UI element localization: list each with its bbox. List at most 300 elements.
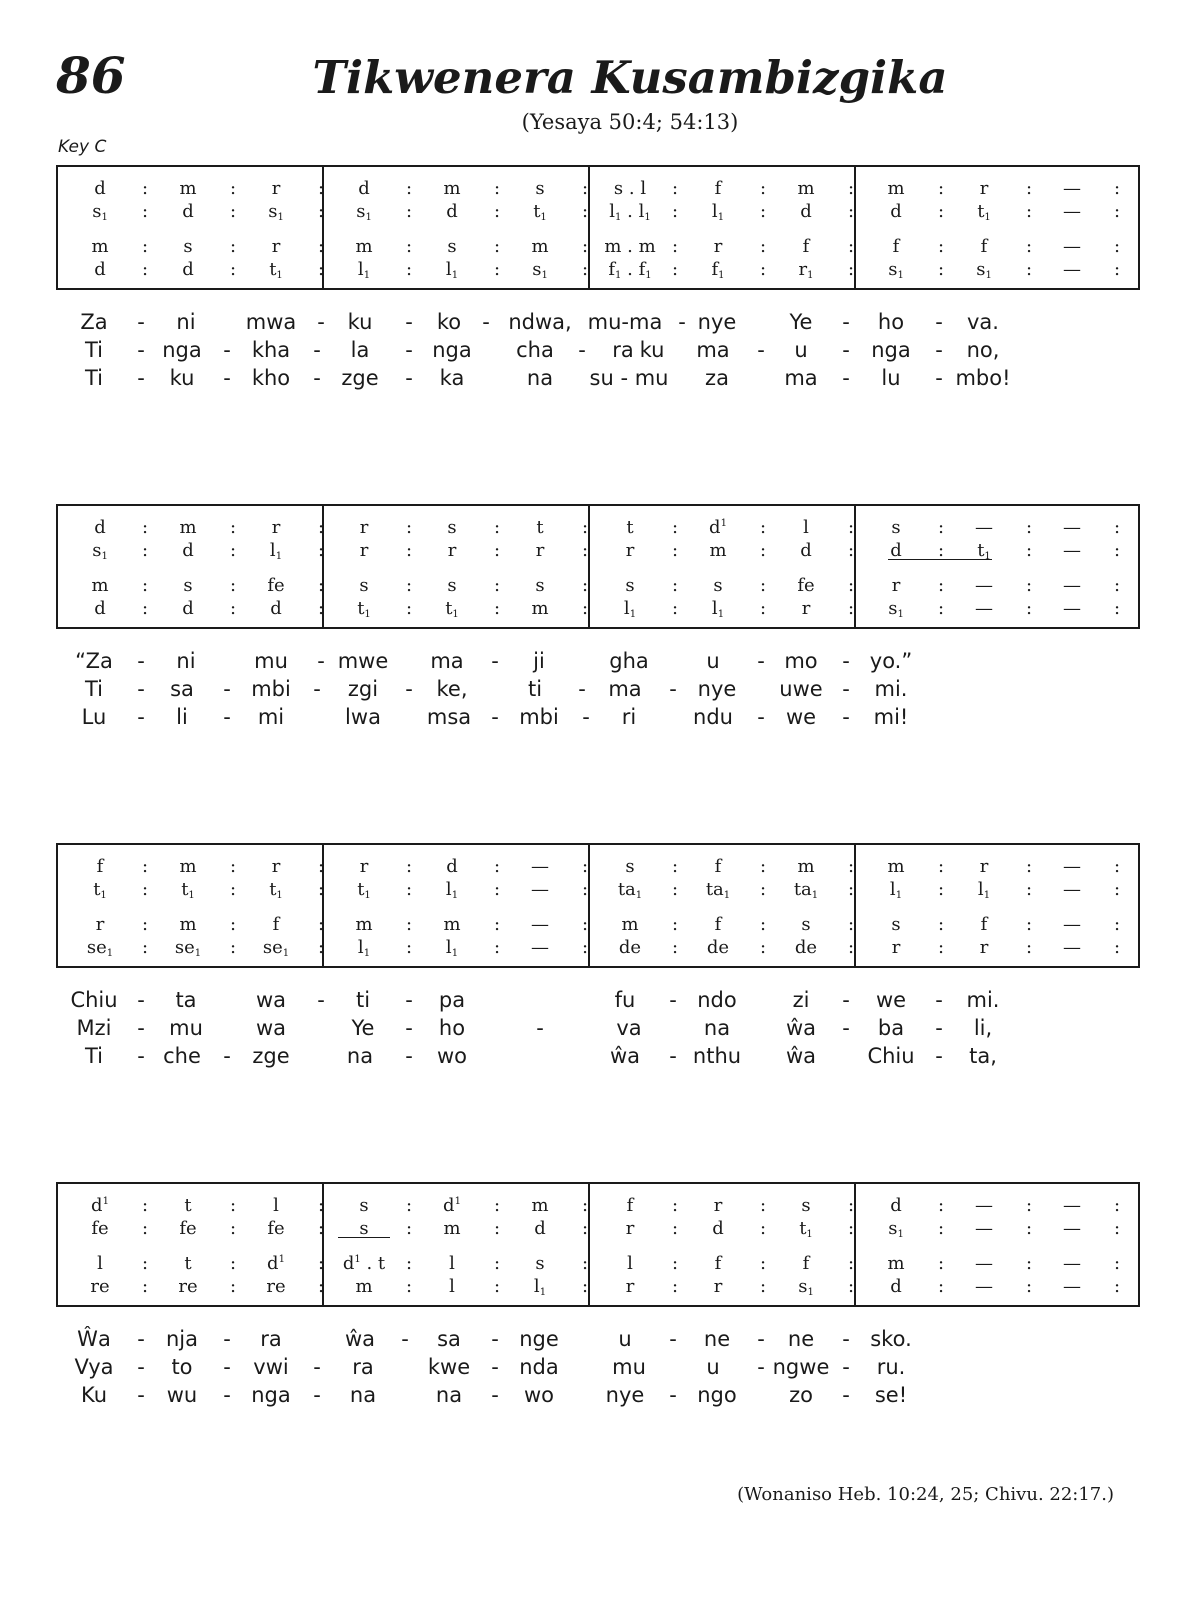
beat-separator: : <box>405 1218 413 1239</box>
solfa-note: f <box>802 236 810 257</box>
solfa-note: d <box>534 1218 546 1239</box>
lyric-syllable: nda <box>519 1355 559 1379</box>
solfa-note: t <box>536 517 544 538</box>
solfa-note: $s_1$ <box>798 1276 814 1298</box>
beat-separator: : <box>1025 178 1033 199</box>
solfa-note: d <box>712 1218 724 1239</box>
beat-separator: : <box>317 856 325 877</box>
measure <box>588 506 854 627</box>
lyric-syllable: zo <box>789 1383 813 1407</box>
syllable-hyphen: - <box>842 988 850 1012</box>
solfa-note: m <box>531 236 549 257</box>
syllable-hyphen: - <box>669 1383 677 1407</box>
syllable-hyphen: - <box>678 310 686 334</box>
solfa-note: s <box>447 517 457 538</box>
beat-separator: : <box>671 1218 679 1239</box>
lyric-syllable: Vya <box>74 1355 114 1379</box>
beat-separator: : <box>759 914 767 935</box>
solfa-note: $s_1$ <box>888 1218 904 1240</box>
lyric-syllable: nga <box>251 1383 291 1407</box>
beat-separator: : <box>405 879 413 900</box>
lyric-syllable: mi. <box>874 677 908 701</box>
beat-separator: : <box>317 236 325 257</box>
solfa-note: $f_1$ . $f_1$ <box>608 259 652 281</box>
syllable-hyphen: - <box>935 310 943 334</box>
lyric-syllable: sa <box>437 1327 461 1351</box>
beat-separator: : <box>493 856 501 877</box>
beat-separator: : <box>229 914 237 935</box>
beat-separator: : <box>141 575 149 596</box>
beat-separator: : <box>847 598 855 619</box>
lyric-line <box>0 675 1200 705</box>
measure <box>58 167 324 288</box>
solfa-note: t <box>184 1195 192 1216</box>
beat-separator: : <box>581 201 589 222</box>
beat-separator: : <box>1025 856 1033 877</box>
beat-separator: : <box>1113 1253 1121 1274</box>
beat-separator: : <box>1113 1218 1121 1239</box>
solfa-note: s <box>359 575 369 596</box>
beat-separator: : <box>1113 598 1121 619</box>
lyric-syllable: Ti <box>84 338 104 362</box>
lyric-syllable: ra <box>352 1355 374 1379</box>
solfa-note: d <box>890 1276 902 1297</box>
syllable-hyphen: - <box>842 1355 850 1379</box>
beat-separator: : <box>937 201 945 222</box>
beat-separator: : <box>493 598 501 619</box>
syllable-hyphen: - <box>757 1355 765 1379</box>
lyric-syllable: nye <box>697 677 737 701</box>
solfa-note: — <box>1063 914 1081 935</box>
beat-separator: : <box>317 879 325 900</box>
solfa-note: fe <box>797 575 815 596</box>
solfa-note: — <box>1063 1218 1081 1239</box>
syllable-hyphen: - <box>491 649 499 673</box>
solfa-note: s <box>447 236 457 257</box>
solfa-note: $l_1$ <box>977 879 991 901</box>
lyric-line <box>0 364 1200 394</box>
solfa-note: l <box>627 1253 633 1274</box>
measure <box>854 1184 1124 1305</box>
beat-separator: : <box>229 879 237 900</box>
beat-separator: : <box>405 1253 413 1274</box>
solfa-note: $s_1$ <box>532 259 548 281</box>
solfa-note: f <box>714 1253 722 1274</box>
solfa-note: $t_1$ <box>93 879 107 901</box>
solfa-note: r <box>271 517 281 538</box>
syllable-hyphen: - <box>137 677 145 701</box>
solfa-note: s . l <box>613 178 647 199</box>
beat-separator: : <box>671 914 679 935</box>
lyric-syllable: ti <box>355 988 371 1012</box>
beat-separator: : <box>1025 236 1033 257</box>
beat-separator: : <box>229 178 237 199</box>
lyric-syllable: Ti <box>84 677 104 701</box>
beat-separator: : <box>229 1218 237 1239</box>
syllable-hyphen: - <box>582 705 590 729</box>
syllable-hyphen: - <box>317 310 325 334</box>
beat-separator: : <box>229 856 237 877</box>
solfa-note: $se_1$ <box>174 937 202 959</box>
solfa-note: m <box>355 1276 373 1297</box>
solfa-note: f <box>714 914 722 935</box>
lyric-syllable: Mzi <box>76 1016 112 1040</box>
solfa-note: d <box>94 178 106 199</box>
lyric-syllable: kwe <box>427 1355 471 1379</box>
syllable-hyphen: - <box>536 1016 544 1040</box>
solfa-note: s <box>447 575 457 596</box>
syllable-hyphen: - <box>137 338 145 362</box>
lyric-line <box>0 308 1200 338</box>
beat-separator: : <box>1113 259 1121 280</box>
syllable-hyphen: - <box>223 366 231 390</box>
beat-separator: : <box>1113 540 1121 561</box>
beat-separator: : <box>405 1195 413 1216</box>
solfa-note: $r_1$ <box>798 259 814 281</box>
beat-separator: : <box>759 1253 767 1274</box>
beat-separator: : <box>1025 1218 1033 1239</box>
beat-separator: : <box>493 1195 501 1216</box>
syllable-hyphen: - <box>223 1327 231 1351</box>
beat-separator: : <box>493 178 501 199</box>
solfa-note: — <box>975 1276 993 1297</box>
lyric-syllable: no, <box>966 338 1000 362</box>
solfa-note: — <box>975 1253 993 1274</box>
measure <box>322 506 588 627</box>
solfa-note: r <box>801 598 811 619</box>
solfa-note: r <box>625 540 635 561</box>
beat-separator: : <box>759 236 767 257</box>
beat-separator: : <box>493 937 501 958</box>
lyric-syllable: “Za <box>75 649 113 673</box>
solfa-note: $d^1$ <box>91 1195 109 1216</box>
lyric-syllable: mi <box>257 705 285 729</box>
lyric-syllable: ti <box>527 677 543 701</box>
lyric-syllable: yo.” <box>869 649 913 673</box>
solfa-note: d <box>270 598 282 619</box>
syllable-hyphen: - <box>842 677 850 701</box>
solfa-note: $l_1$ <box>711 201 725 223</box>
solfa-note: $t_1$ <box>799 1218 813 1240</box>
lyric-syllable: cha <box>516 338 554 362</box>
solfa-note: d <box>890 540 902 561</box>
beat-separator: : <box>229 575 237 596</box>
solfa-note: r <box>95 914 105 935</box>
beat-separator: : <box>1113 575 1121 596</box>
syllable-hyphen: - <box>317 988 325 1012</box>
lyric-syllable: ta, <box>969 1044 997 1068</box>
solfa-note: $d^1$ <box>443 1195 461 1216</box>
solfa-note: $l_1$ <box>445 879 459 901</box>
beat-separator: : <box>581 236 589 257</box>
solfa-note: m <box>531 1195 549 1216</box>
solfa-note: $ta_1$ <box>617 879 643 901</box>
beat-separator: : <box>671 937 679 958</box>
solfa-note: r <box>713 236 723 257</box>
solfa-note: m <box>887 1253 905 1274</box>
lyric-line <box>0 1353 1200 1383</box>
solfa-note: d <box>800 540 812 561</box>
lyric-syllable: mi! <box>873 705 909 729</box>
solfa-note: s <box>535 178 545 199</box>
lyric-syllable: ngwe <box>772 1355 830 1379</box>
key-signature: Key C <box>58 137 107 157</box>
measure <box>58 1184 324 1305</box>
solfa-note: $l_1$ <box>357 937 371 959</box>
syllable-hyphen: - <box>757 1327 765 1351</box>
beat-separator: : <box>759 879 767 900</box>
solfa-note: m <box>443 178 461 199</box>
beat-separator: : <box>847 879 855 900</box>
score-system <box>56 165 1140 290</box>
syllable-hyphen: - <box>842 338 850 362</box>
syllable-hyphen: - <box>842 366 850 390</box>
syllable-hyphen: - <box>137 705 145 729</box>
lyric-syllable: ru. <box>876 1355 906 1379</box>
lyric-syllable: na <box>346 1044 374 1068</box>
solfa-note: — <box>1063 178 1081 199</box>
beat-separator: : <box>1025 259 1033 280</box>
solfa-note: s <box>891 517 901 538</box>
beat-separator: : <box>1025 1195 1033 1216</box>
syllable-hyphen: - <box>757 338 765 362</box>
beat-separator: : <box>1113 1276 1121 1297</box>
lyric-syllable: se! <box>874 1383 908 1407</box>
solfa-note: r <box>625 1218 635 1239</box>
lyric-syllable: we <box>785 705 817 729</box>
beat-separator: : <box>405 236 413 257</box>
beat-separator: : <box>1025 937 1033 958</box>
beat-separator: : <box>317 937 325 958</box>
solfa-note: de <box>706 937 730 958</box>
beat-separator: : <box>317 259 325 280</box>
lyric-syllable: ma <box>430 649 464 673</box>
solfa-note: fe <box>267 1218 285 1239</box>
solfa-note: t <box>626 517 634 538</box>
lyric-line <box>0 1325 1200 1355</box>
solfa-note: $s_1$ <box>92 201 108 223</box>
solfa-note: $s_1$ <box>888 598 904 620</box>
solfa-note: l <box>449 1276 455 1297</box>
lyric-syllable: wa <box>255 988 287 1012</box>
solfa-note: $t_1$ <box>977 201 991 223</box>
syllable-hyphen: - <box>578 338 586 362</box>
lyric-syllable: sa <box>170 677 194 701</box>
beat-separator: : <box>405 856 413 877</box>
beat-separator: : <box>141 201 149 222</box>
solfa-note: d <box>182 259 194 280</box>
beat-separator: : <box>405 598 413 619</box>
beat-separator: : <box>1113 178 1121 199</box>
beat-separator: : <box>847 1276 855 1297</box>
beat-separator: : <box>141 517 149 538</box>
syllable-hyphen: - <box>842 649 850 673</box>
solfa-note: l <box>273 1195 279 1216</box>
lyric-syllable: mu <box>169 1016 203 1040</box>
syllable-hyphen: - <box>313 1355 321 1379</box>
beat-separator: : <box>229 1276 237 1297</box>
lyric-syllable: mu-ma <box>587 310 663 334</box>
lyric-syllable: ku <box>639 338 665 362</box>
lyric-line <box>0 336 1200 366</box>
beat-separator: : <box>671 540 679 561</box>
syllable-hyphen: - <box>401 1327 409 1351</box>
measure <box>322 845 588 966</box>
beat-separator: : <box>581 598 589 619</box>
solfa-note: m <box>179 517 197 538</box>
beat-separator: : <box>1113 201 1121 222</box>
beat-separator: : <box>671 879 679 900</box>
solfa-note: $l_1$ <box>711 598 725 620</box>
solfa-note: — <box>1063 236 1081 257</box>
beat-separator: : <box>493 259 501 280</box>
syllable-hyphen: - <box>405 1016 413 1040</box>
beat-separator: : <box>581 540 589 561</box>
lyric-syllable: na <box>526 366 554 390</box>
lyric-syllable: ho <box>877 310 905 334</box>
beat-separator: : <box>1113 236 1121 257</box>
solfa-note: m <box>179 178 197 199</box>
solfa-note: s <box>535 1253 545 1274</box>
beat-separator: : <box>317 1253 325 1274</box>
beat-separator: : <box>759 1195 767 1216</box>
solfa-note: — <box>975 1218 993 1239</box>
solfa-note: d <box>446 201 458 222</box>
beat-separator: : <box>937 540 945 561</box>
hymn-title: Tikwenera Kusambizgika <box>312 51 948 104</box>
lyric-syllable: mbo! <box>955 366 1011 390</box>
solfa-note: m <box>621 914 639 935</box>
solfa-note: m <box>179 856 197 877</box>
beat-separator: : <box>229 598 237 619</box>
solfa-note: d <box>446 856 458 877</box>
footer-reference: (Wonaniso Heb. 10:24, 25; Chivu. 22:17.) <box>737 1484 1114 1505</box>
syllable-hyphen: - <box>405 988 413 1012</box>
lyric-syllable: zge <box>341 366 379 390</box>
solfa-note: r <box>625 1276 635 1297</box>
lyric-syllable: nge <box>519 1327 559 1351</box>
syllable-hyphen: - <box>757 705 765 729</box>
beat-separator: : <box>405 540 413 561</box>
solfa-note: m <box>531 598 549 619</box>
syllable-hyphen: - <box>223 1044 231 1068</box>
syllable-hyphen: - <box>669 988 677 1012</box>
solfa-note: f <box>980 236 988 257</box>
lyric-syllable: ku <box>169 366 195 390</box>
solfa-note: — <box>1063 540 1081 561</box>
solfa-note: $t_1$ <box>181 879 195 901</box>
lyric-line <box>0 1014 1200 1044</box>
lyric-syllable: mo <box>784 649 818 673</box>
solfa-note: d <box>94 598 106 619</box>
lyric-syllable: zge <box>252 1044 290 1068</box>
beat-separator: : <box>847 201 855 222</box>
solfa-note: d <box>890 1195 902 1216</box>
beat-separator: : <box>671 178 679 199</box>
syllable-hyphen: - <box>313 1383 321 1407</box>
lyric-syllable: ndwa, <box>508 310 572 334</box>
lyric-syllable: mwe <box>337 649 389 673</box>
solfa-note: s <box>183 575 193 596</box>
beat-separator: : <box>141 259 149 280</box>
lyric-syllable: ŵa <box>785 1016 817 1040</box>
solfa-note: $t_1$ <box>269 879 283 901</box>
syllable-hyphen: - <box>757 649 765 673</box>
lyric-syllable: sko. <box>870 1327 912 1351</box>
solfa-note: r <box>359 517 369 538</box>
lyric-syllable: nye <box>697 310 737 334</box>
lyric-syllable: ndu <box>693 705 733 729</box>
solfa-note: $l_1$ <box>357 259 371 281</box>
solfa-note: $l_1$ <box>533 1276 547 1298</box>
beat-separator: : <box>847 259 855 280</box>
solfa-note: d <box>358 178 370 199</box>
solfa-note: r <box>979 856 989 877</box>
beat-separator: : <box>317 575 325 596</box>
solfa-note: m <box>887 856 905 877</box>
beat-separator: : <box>847 1195 855 1216</box>
beat-separator: : <box>847 575 855 596</box>
solfa-note: m <box>355 236 373 257</box>
beat-separator: : <box>405 259 413 280</box>
syllable-hyphen: - <box>842 310 850 334</box>
beat-separator: : <box>229 1195 237 1216</box>
lyric-syllable: zgi <box>347 677 379 701</box>
solfa-note: — <box>531 879 549 900</box>
measure <box>854 845 1124 966</box>
beat-separator: : <box>759 201 767 222</box>
beat-separator: : <box>1025 914 1033 935</box>
beat-separator: : <box>937 937 945 958</box>
measure <box>58 506 324 627</box>
score-system <box>56 1182 1140 1307</box>
measure <box>588 845 854 966</box>
beat-separator: : <box>493 879 501 900</box>
solfa-note: m <box>179 914 197 935</box>
solfa-note: $s_1$ <box>976 259 992 281</box>
solfa-note: f <box>626 1195 634 1216</box>
solfa-note: s <box>713 575 723 596</box>
beat-separator: : <box>405 1276 413 1297</box>
solfa-note: — <box>1063 856 1081 877</box>
lyric-syllable: gha <box>609 649 649 673</box>
lyric-syllable: va. <box>967 310 999 334</box>
beat-separator: : <box>141 914 149 935</box>
syllable-hyphen: - <box>137 1044 145 1068</box>
beat-separator: : <box>493 236 501 257</box>
lyric-syllable: nga <box>162 338 202 362</box>
beat-separator: : <box>847 178 855 199</box>
lyric-syllable: wo <box>436 1044 468 1068</box>
lyric-syllable: mbi <box>519 705 559 729</box>
solfa-note: r <box>447 540 457 561</box>
beat-separator: : <box>1025 540 1033 561</box>
lyric-syllable: ŵa <box>609 1044 641 1068</box>
beat-separator: : <box>937 517 945 538</box>
solfa-note: $l_1$ <box>445 259 459 281</box>
lyric-syllable: pa <box>438 988 466 1012</box>
solfa-note: $t_1$ <box>533 201 547 223</box>
beat-separator: : <box>937 1276 945 1297</box>
beat-separator: : <box>493 1218 501 1239</box>
beat-separator: : <box>493 914 501 935</box>
measure <box>854 167 1124 288</box>
solfa-note: — <box>1063 1253 1081 1274</box>
beat-separator: : <box>759 178 767 199</box>
beat-separator: : <box>1025 575 1033 596</box>
lyric-syllable: Chiu <box>70 988 118 1012</box>
lyric-syllable: ri <box>621 705 637 729</box>
